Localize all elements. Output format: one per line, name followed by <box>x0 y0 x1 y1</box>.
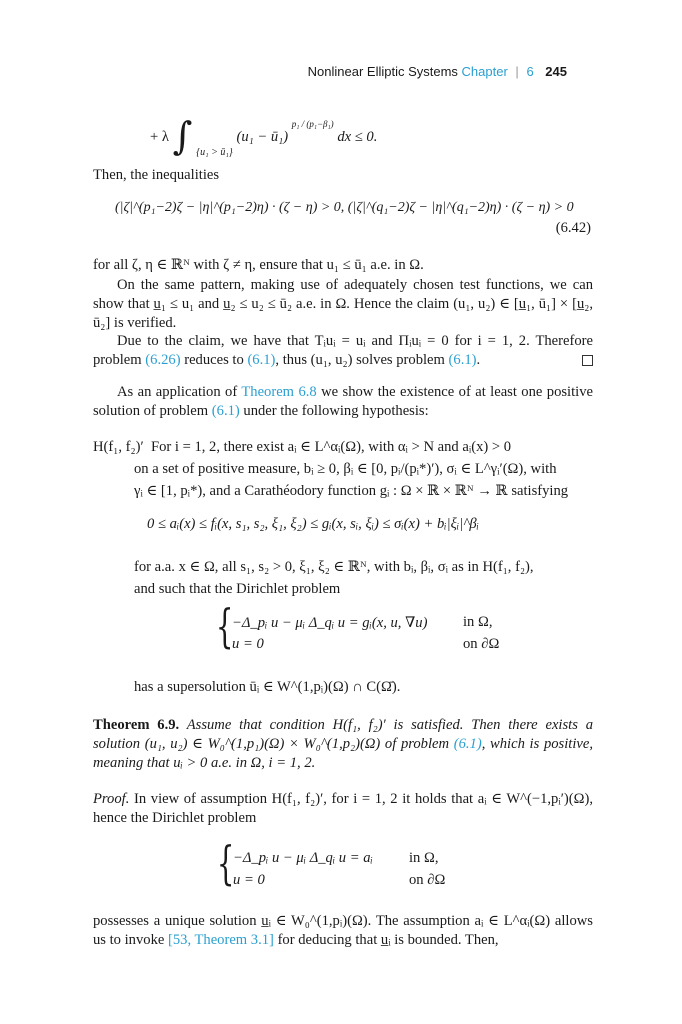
eq-top-body: (u₁ − ū₁) <box>236 129 289 145</box>
text: under the following hypothesis: <box>239 403 429 419</box>
hypothesis-cont <box>93 556 594 600</box>
chapter-label: Chapter <box>461 64 508 79</box>
system2-row1-domain: in Ω, <box>409 850 439 866</box>
system1-row2: u = 0 <box>232 636 264 652</box>
qed-square <box>582 355 593 366</box>
text: Due to the claim, we have that Tᵢuᵢ = uᵢ and Πᵢuᵢ = 0 for i = 1, 2. Therefore problem <box>93 333 593 368</box>
theorem-text: , which is positive, meaning that uᵢ > 0 a.e. in Ω, i = 1, 2. <box>93 736 593 771</box>
chapter-number: 6 <box>526 64 534 79</box>
para-then: Then, the inequalities <box>93 167 220 183</box>
ref-6-1[interactable]: (6.1) <box>448 352 477 368</box>
text: for deducing that u̲ᵢ is bounded. Then, <box>273 932 499 948</box>
ref-53-theorem-3-1[interactable]: [53, Theorem 3.1] <box>168 932 274 948</box>
hyp-supersolution: has a supersolution ūᵢ ∈ W^(1,pᵢ)(Ω) ∩ C(Ω̄). <box>134 679 401 695</box>
ref-theorem-6-8[interactable]: Theorem 6.8 <box>241 384 317 400</box>
text: , thus (u₁, u₂) solves problem <box>275 352 449 368</box>
eq-top-exponent: p₁ / (p₁−β₁) <box>291 119 334 130</box>
hyp-line: γᵢ ∈ [1, pᵢ*), and a Carathéodory function gᵢ : Ω × ℝ × ℝᴺ → ℝ satisfying <box>134 483 569 499</box>
page-number: 245 <box>545 64 567 79</box>
eq-top-domain: {u₁ > ū₁} <box>196 147 233 158</box>
running-title: Nonlinear Elliptic Systems <box>307 64 458 79</box>
system1-row2-domain: on ∂Ω <box>463 636 500 652</box>
para-forall: for all ζ, η ∈ ℝᴺ with ζ ≠ η, ensure that u₁ ≤ ū₁ a.e. in Ω. <box>93 257 424 273</box>
system-brace: { <box>215 599 234 653</box>
text: In view of assumption H(f₁, f₂)′, for i = 1, 2 it holds that aᵢ ∈ W^(−1,pᵢ′)(Ω), hence the Dirichlet problem <box>93 791 593 826</box>
theorem-text: Assume that condition H(f₁, f₂)′ is satisfied. Then there exists a solution (u₁, u₂) ∈ W₀^(1,p₁)(Ω) × W₀^(1,p₂)(Ω) of problem <box>93 717 593 752</box>
text: As an application of <box>117 384 242 400</box>
ref-6-26[interactable]: (6.26) <box>145 352 181 368</box>
proof-label: Proof. <box>93 791 130 807</box>
system1-row1: −Δ_pᵢ u − μᵢ Δ_qᵢ u = gᵢ(x, u, ∇u) <box>232 615 428 631</box>
para-same-pattern: On the same pattern, making use of adequately chosen test functions, we can show that u̲₁ ≤ u₁ and u̲₂ ≤ u₂ ≤ ū₂ a.e. in Ω. Hence the claim (u₁, u₂) ∈ [u̲₁, ū₁] × [u̲₂, ū₂] is verified. <box>93 277 593 331</box>
hyp-line: for a.a. x ∈ Ω, all s₁, s₂ > 0, ξ₁, ξ₂ ∈ ℝᴺ, with bᵢ, βᵢ, σᵢ as in H(f₁, f₂), <box>134 559 534 575</box>
equation-6-42: (|ζ|^(p₁−2)ζ − |η|^(p₁−2)η) · (ζ − η) > 0, (|ζ|^(q₁−2)ζ − |η|^(q₁−2)η) · (ζ − η) > 0 <box>115 200 574 215</box>
eq-top-tail: dx ≤ 0. <box>337 129 378 145</box>
system2-row2: u = 0 <box>233 872 265 888</box>
eq-top-plus: + λ <box>150 129 169 145</box>
para-application <box>93 383 593 421</box>
text: reduces to <box>180 352 248 368</box>
equation-top <box>150 106 378 158</box>
ref-6-1[interactable]: (6.1) <box>211 403 240 419</box>
hyp-line: and such that the Dirichlet problem <box>134 581 341 597</box>
integral-sign: ∫ <box>172 114 193 158</box>
system1-row1-domain: in Ω, <box>463 614 493 630</box>
system2-row1: −Δ_pᵢ u − μᵢ Δ_qᵢ u = aᵢ <box>233 850 373 866</box>
text: possesses a unique solution u̲ᵢ ∈ W₀^(1,pᵢ)(Ω). The assumption aᵢ ∈ L^αᵢ(Ω) allows us to invoke <box>93 913 593 948</box>
equation-number-6-42: (6.42) <box>555 220 591 236</box>
para-due-claim <box>93 332 593 370</box>
text: we show the existence of at least one positive solution of problem <box>93 384 593 419</box>
header-separator: | <box>515 64 519 79</box>
hyp-line: For i = 1, 2, there exist aᵢ ∈ L^αᵢ(Ω), with αᵢ > N and aᵢ(x) > 0 <box>150 439 512 455</box>
text: . <box>476 352 481 368</box>
ref-6-1[interactable]: (6.1) <box>247 352 276 368</box>
ref-6-1[interactable]: (6.1) <box>453 736 482 752</box>
theorem-title: Theorem 6.9. <box>93 717 180 733</box>
system2-row2-domain: on ∂Ω <box>409 872 446 888</box>
theorem-6-9 <box>93 716 593 773</box>
running-header <box>308 64 567 79</box>
para-last <box>93 912 593 950</box>
hypothesis-block <box>93 436 593 502</box>
hypothesis-label: H(f₁, f₂)′ <box>93 439 144 455</box>
system2-brace: { <box>216 836 235 890</box>
proof-para <box>93 790 593 828</box>
hyp-growth-equation: 0 ≤ aᵢ(x) ≤ fᵢ(x, s₁, s₂, ξ₁, ξ₂) ≤ gᵢ(x, sᵢ, ξᵢ) ≤ σᵢ(x) + bᵢ|ξᵢ|^βᵢ <box>147 516 479 532</box>
hyp-line: on a set of positive measure, bᵢ ≥ 0, βᵢ ∈ [0, pᵢ/(pᵢ*)′), σᵢ ∈ L^γᵢ′(Ω), with <box>134 461 557 477</box>
